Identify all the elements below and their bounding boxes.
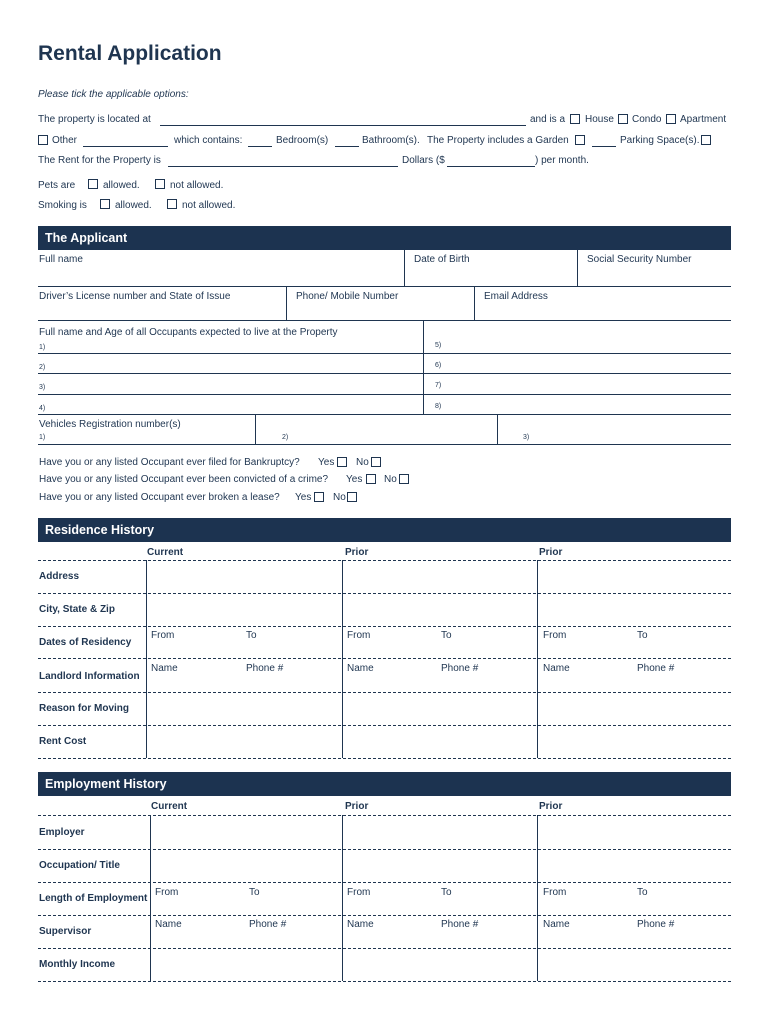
divider — [286, 287, 287, 321]
applicant-heading: The Applicant — [45, 231, 128, 245]
other-checkbox[interactable] — [38, 135, 48, 145]
to-label: To — [249, 887, 260, 898]
and-is-a-label: and is a — [530, 114, 566, 125]
crime-question: Have you or any listed Occupant ever been convicted of a crime? — [39, 474, 329, 485]
condo-checkbox[interactable] — [618, 114, 628, 124]
rent-words-field[interactable] — [168, 166, 398, 167]
divider — [404, 250, 405, 287]
crime-yes-checkbox[interactable] — [366, 474, 376, 484]
bedrooms-field[interactable] — [248, 146, 272, 147]
dob-label: Date of Birth — [414, 254, 470, 265]
apartment-checkbox[interactable] — [666, 114, 676, 124]
name-label: Name — [543, 919, 570, 930]
row-divider — [38, 320, 731, 321]
row-divider — [38, 658, 731, 659]
phone-number-label: Phone # — [637, 919, 675, 930]
divider — [474, 287, 475, 321]
bankruptcy-no-label: No — [356, 457, 369, 468]
lease-question: Have you or any listed Occupant ever broken a lease? — [39, 492, 280, 503]
to-label: To — [441, 887, 452, 898]
employment-col-current: Current — [151, 801, 188, 812]
other-label: Other — [52, 135, 78, 146]
occupant-number: 2) — [39, 364, 46, 371]
employment-col-prior-2: Prior — [539, 801, 563, 812]
name-label: Name — [151, 663, 178, 674]
bedrooms-label: Bedroom(s) — [276, 135, 329, 146]
name-label: Name — [543, 663, 570, 674]
dollars-label: Dollars ($ — [402, 155, 445, 166]
row-divider — [38, 286, 731, 287]
to-label: To — [637, 630, 648, 641]
row-divider — [38, 849, 731, 850]
divider — [146, 560, 147, 758]
property-address-field[interactable] — [160, 125, 526, 126]
occupant-number: 7) — [435, 382, 442, 389]
row-divider — [38, 593, 731, 594]
residence-col-prior-1: Prior — [345, 547, 369, 558]
divider — [497, 415, 498, 445]
occupants-label: Full name and Age of all Occupants expected to live at the Property — [39, 327, 338, 338]
divider — [342, 560, 343, 758]
pets-label: Pets are — [38, 180, 76, 191]
employment-row-employer: Employer — [39, 827, 85, 838]
residence-heading: Residence History — [45, 523, 155, 537]
divider — [342, 815, 343, 981]
row-divider — [38, 882, 731, 883]
row-divider — [38, 560, 731, 561]
residence-row-address: Address — [39, 571, 80, 582]
bathrooms-field[interactable] — [335, 146, 359, 147]
bankruptcy-yes-checkbox[interactable] — [337, 457, 347, 467]
property-located-label: The property is located at — [38, 114, 151, 125]
vehicle-number: 2) — [282, 434, 289, 441]
row-divider — [38, 353, 731, 354]
smoking-allowed-label: allowed. — [115, 200, 152, 211]
name-label: Name — [347, 919, 374, 930]
lease-yes-checkbox[interactable] — [314, 492, 324, 502]
row-divider — [38, 444, 731, 445]
vehicle-number: 1) — [39, 434, 46, 441]
employment-row-supervisor: Supervisor — [39, 926, 92, 937]
employment-section-header — [38, 772, 731, 796]
divider — [150, 815, 151, 981]
divider — [255, 415, 256, 445]
email-label: Email Address — [484, 291, 548, 302]
from-label: From — [543, 887, 567, 898]
occupant-number: 1) — [39, 344, 46, 351]
bankruptcy-no-checkbox[interactable] — [371, 457, 381, 467]
occupant-number: 6) — [435, 362, 442, 369]
rent-label: The Rent for the Property is — [38, 155, 161, 166]
employment-heading: Employment History — [45, 777, 167, 791]
occupant-number: 4) — [39, 405, 46, 412]
garden-label: The Property includes a Garden — [427, 135, 569, 146]
crime-no-checkbox[interactable] — [399, 474, 409, 484]
name-label: Name — [347, 663, 374, 674]
apartment-label: Apartment — [680, 114, 727, 125]
bankruptcy-yes-label: Yes — [318, 457, 335, 468]
employment-row-title: Occupation/ Title — [39, 860, 120, 871]
phone-number-label: Phone # — [249, 919, 287, 930]
row-divider — [38, 692, 731, 693]
phone-label: Phone/ Mobile Number — [296, 291, 399, 302]
from-label: From — [347, 630, 371, 641]
per-month-label: ) per month. — [535, 155, 589, 166]
pets-not-allowed-checkbox[interactable] — [155, 179, 165, 189]
crime-no-label: No — [384, 474, 397, 485]
condo-label: Condo — [632, 114, 662, 125]
employment-row-income: Monthly Income — [39, 959, 116, 970]
smoking-not-allowed-checkbox[interactable] — [167, 199, 177, 209]
residence-row-rent: Rent Cost — [39, 736, 87, 747]
row-divider — [38, 414, 731, 415]
smoking-label: Smoking is — [38, 200, 87, 211]
to-label: To — [441, 630, 452, 641]
residence-col-current: Current — [147, 547, 184, 558]
residence-row-city: City, State & Zip — [39, 604, 115, 615]
employment-col-prior-1: Prior — [345, 801, 369, 812]
pets-allowed-checkbox[interactable] — [88, 179, 98, 189]
parking-count-field[interactable] — [592, 146, 616, 147]
row-divider — [38, 626, 731, 627]
phone-number-label: Phone # — [441, 663, 479, 674]
divider — [537, 815, 538, 981]
row-divider — [38, 373, 731, 374]
phone-number-label: Phone # — [246, 663, 284, 674]
residence-section-header — [38, 518, 731, 542]
residence-row-dates: Dates of Residency — [39, 637, 132, 648]
to-label: To — [637, 887, 648, 898]
occupant-number: 8) — [435, 403, 442, 410]
from-label: From — [151, 630, 175, 641]
occupant-number: 5) — [435, 342, 442, 349]
row-divider — [38, 815, 731, 816]
to-label: To — [246, 630, 257, 641]
vehicle-number: 3) — [523, 434, 530, 441]
house-checkbox[interactable] — [570, 114, 580, 124]
bathrooms-label: Bathroom(s). — [362, 135, 420, 146]
divider — [537, 560, 538, 758]
from-label: From — [543, 630, 567, 641]
parking-label: Parking Space(s). — [620, 135, 700, 146]
phone-number-label: Phone # — [441, 919, 479, 930]
lease-no-checkbox[interactable] — [347, 492, 357, 502]
smoking-not-allowed-label: not allowed. — [182, 200, 236, 211]
pets-allowed-label: allowed. — [103, 180, 140, 191]
full-name-label: Full name — [39, 254, 83, 265]
row-divider — [38, 394, 731, 395]
bankruptcy-question: Have you or any listed Occupant ever filed for Bankruptcy? — [39, 457, 300, 468]
smoking-allowed-checkbox[interactable] — [100, 199, 110, 209]
residence-row-landlord: Landlord Information — [39, 671, 140, 682]
residence-row-reason: Reason for Moving — [39, 703, 130, 714]
from-label: From — [347, 887, 371, 898]
occupant-number: 3) — [39, 384, 46, 391]
crime-yes-label: Yes — [346, 474, 363, 485]
rent-amount-field[interactable] — [447, 166, 535, 167]
applicant-section-header — [38, 226, 731, 250]
garden-checkbox[interactable] — [575, 135, 585, 145]
phone-number-label: Phone # — [637, 663, 675, 674]
row-divider — [38, 948, 731, 949]
vehicles-label: Vehicles Registration number(s) — [39, 419, 181, 430]
row-divider — [38, 725, 731, 726]
employment-row-length: Length of Employment — [39, 893, 148, 904]
row-divider — [38, 758, 731, 759]
name-label: Name — [155, 919, 182, 930]
divider — [577, 250, 578, 287]
divider — [423, 321, 424, 415]
ssn-label: Social Security Number — [587, 254, 692, 265]
row-divider — [38, 981, 731, 982]
license-label: Driver’s License number and State of Issue — [39, 291, 231, 302]
instruction-text: Please tick the applicable options: — [38, 89, 189, 100]
lease-yes-label: Yes — [295, 492, 312, 503]
from-label: From — [155, 887, 179, 898]
residence-col-prior-2: Prior — [539, 547, 563, 558]
pets-not-allowed-label: not allowed. — [170, 180, 224, 191]
row-divider — [38, 915, 731, 916]
which-contains-label: which contains: — [174, 135, 243, 146]
other-type-field[interactable] — [83, 146, 168, 147]
lease-no-label: No — [333, 492, 346, 503]
parking-checkbox[interactable] — [701, 135, 711, 145]
page-title: Rental Application — [38, 42, 222, 65]
house-label: House — [585, 114, 614, 125]
